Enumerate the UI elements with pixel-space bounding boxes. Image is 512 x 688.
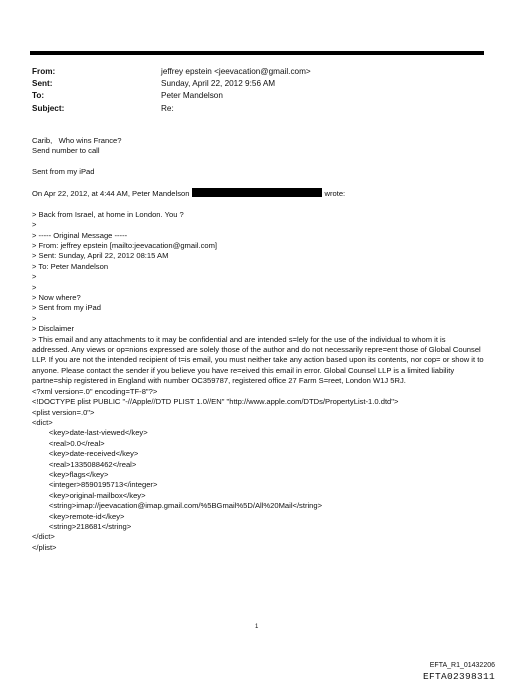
xml-line: </dict> <box>32 532 55 542</box>
xml-line: <key>original-mailbox</key> <box>32 490 146 500</box>
sent-label: Sent: <box>32 79 53 89</box>
from-value: jeffrey epstein <jeevacation@gmail.com> <box>161 67 311 76</box>
from-label: From: <box>32 67 56 76</box>
quote-intro-end: wrote: <box>324 189 346 198</box>
quoted-line: > Sent from my iPad <box>32 303 102 313</box>
xml-line: <plist version=.0"> <box>32 407 95 417</box>
xml-line: <!DOCTYPE plist PUBLIC "-//Apple//DTD PLIST 1.0//EN" "http://www.apple.com/DTDs/PropertyList-1.0.dtd"> <box>32 397 399 407</box>
footer-id-primary: EFTA_R1_01432206 <box>429 662 495 669</box>
redaction-bar <box>192 188 322 197</box>
xml-line: <dict> <box>32 417 53 427</box>
page-number: 1 <box>255 624 259 630</box>
quote-intro <box>32 188 484 199</box>
disclaimer-text: > This email and any attachments to it may be confidential and are intended s=lely for the use of the individual to whom it is addressed. Any views or op=nions expressed are solely those of the author and do not necessarily repre=ent those of Global Counsel LLP. If you are not the intended recipient of t=is email, you must neither take any action based upon its contents, nor cop= or show it to anyone. Please contact the sender if you believe you have re=eived this email in error. Global Counsel LLP is a limited liability partne=ship registered in England with number OC359787, registered office 27 Farm S=reet, London W1J 5RJ. <box>32 334 484 386</box>
xml-line: <key>date-received</key> <box>32 449 139 459</box>
signature-line: Sent from my iPad <box>32 167 95 177</box>
quoted-line: > <box>32 272 37 282</box>
xml-line: <string>218681</string> <box>32 521 132 531</box>
quoted-line: > ----- Original Message ----- <box>32 230 128 240</box>
to-row <box>32 90 311 102</box>
quoted-line: > Disclaimer <box>32 324 74 334</box>
quoted-line: > <box>32 313 37 323</box>
quoted-line: > <box>32 220 37 230</box>
xml-line: <key>remote-id</key> <box>32 511 125 521</box>
xml-line: <key>flags</key> <box>32 469 109 479</box>
header-rule <box>30 51 484 55</box>
sent-value: Sunday, April 22, 2012 9:56 AM <box>161 79 276 89</box>
xml-line: <real>1335088462</real> <box>32 459 137 469</box>
subject-value: Re: <box>161 103 174 113</box>
xml-line: </plist> <box>32 542 57 552</box>
email-header <box>32 66 311 115</box>
footer-id-secondary: EFTA02398311 <box>422 671 495 682</box>
xml-line: <integer>8590195713</integer> <box>32 480 158 490</box>
subject-row <box>32 103 311 115</box>
body-line: Send number to call <box>32 146 100 156</box>
to-value: Peter Mandelson <box>161 91 223 101</box>
quoted-line: > <box>32 282 37 292</box>
quoted-line: > Back from Israel, at home in London. You ? <box>32 209 184 219</box>
xml-line: <string>imap://jeevacation@imap.gmail.com/%5BGmail%5D/All%20Mail</string> <box>32 501 323 511</box>
xml-line: <key>date-last-viewed</key> <box>32 428 148 438</box>
xml-line: <real>0.0</real> <box>32 438 105 448</box>
xml-line: <?xml version=.0" encoding=TF-8"?> <box>32 386 158 396</box>
to-label: To: <box>32 91 45 101</box>
sent-row <box>32 78 311 90</box>
quoted-line: > Now where? <box>32 293 81 303</box>
quoted-line: > To: Peter Mandelson <box>32 261 109 271</box>
quoted-line: > From: jeffrey epstein [mailto:jeevacation@gmail.com] <box>32 241 218 251</box>
from-row <box>32 66 311 78</box>
email-body <box>32 136 484 553</box>
subject-label: Subject: <box>32 103 65 113</box>
quote-intro-start: On Apr 22, 2012, at 4:44 AM, Peter Mandelson <box>32 189 190 198</box>
quoted-line: > Sent: Sunday, April 22, 2012 08:15 AM <box>32 251 169 261</box>
body-line: Carib, Who wins France? <box>32 136 122 145</box>
